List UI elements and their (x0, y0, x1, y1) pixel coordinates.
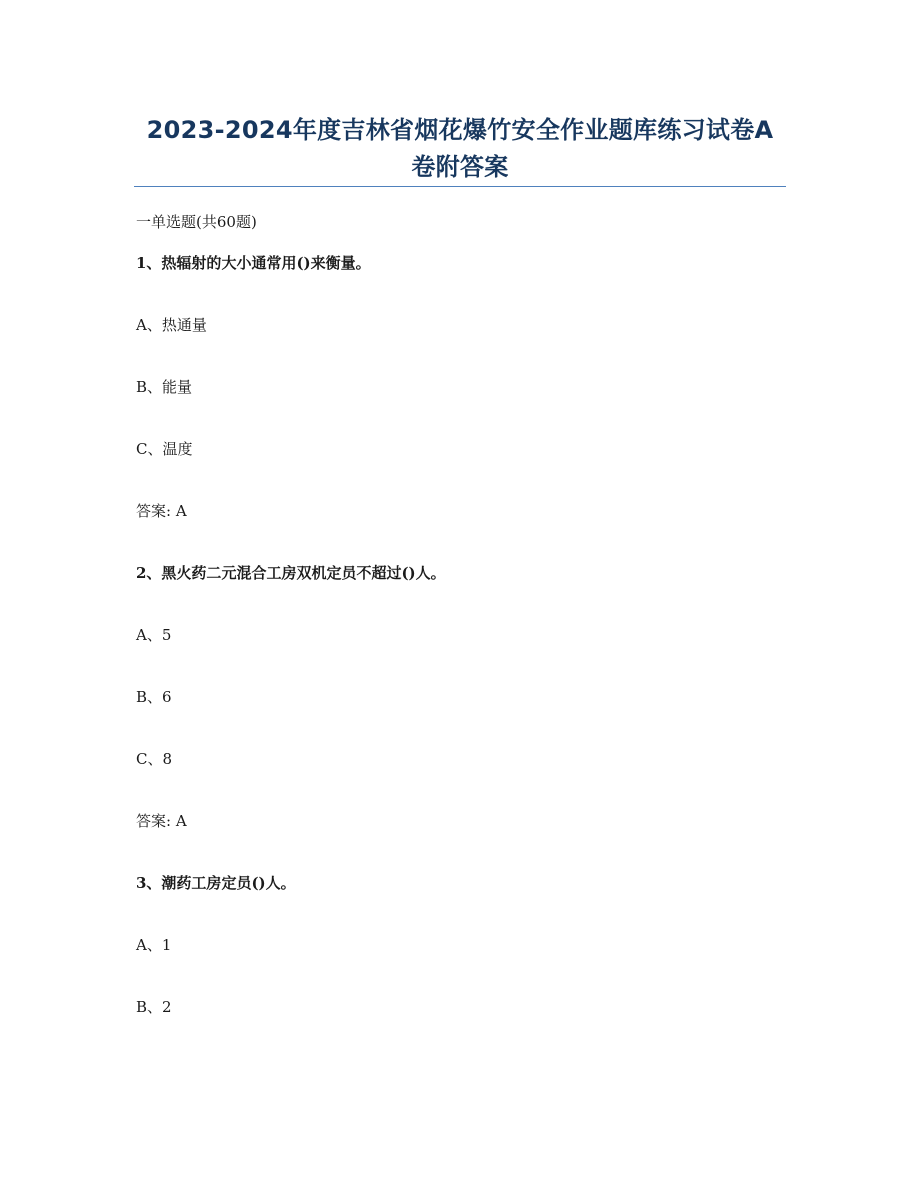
document-title (134, 112, 786, 186)
question-2-option-c: C、8 (136, 750, 173, 768)
question-3-option-a: A、1 (136, 936, 172, 954)
title-line-2: 卷附答案 (411, 153, 509, 181)
question-3-option-b: B、2 (136, 998, 172, 1016)
question-1-option-b: B、能量 (136, 378, 193, 396)
question-1-stem: 1、热辐射的大小通常用()来衡量。 (136, 254, 371, 272)
title-divider (134, 186, 786, 187)
question-2-answer: 答案: A (136, 812, 187, 830)
question-1-option-c: C、温度 (136, 440, 193, 458)
section-header: 一单选题(共60题) (136, 213, 257, 231)
question-2-option-b: B、6 (136, 688, 172, 706)
title-line-1: 2023-2024年度吉林省烟花爆竹安全作业题库练习试卷A (146, 116, 774, 144)
question-2-option-a: A、5 (136, 626, 172, 644)
question-1-option-a: A、热通量 (136, 316, 207, 334)
question-2-stem: 2、黑火药二元混合工房双机定员不超过()人。 (136, 564, 446, 582)
question-1-answer: 答案: A (136, 502, 187, 520)
question-3-stem: 3、潮药工房定员()人。 (136, 874, 296, 892)
